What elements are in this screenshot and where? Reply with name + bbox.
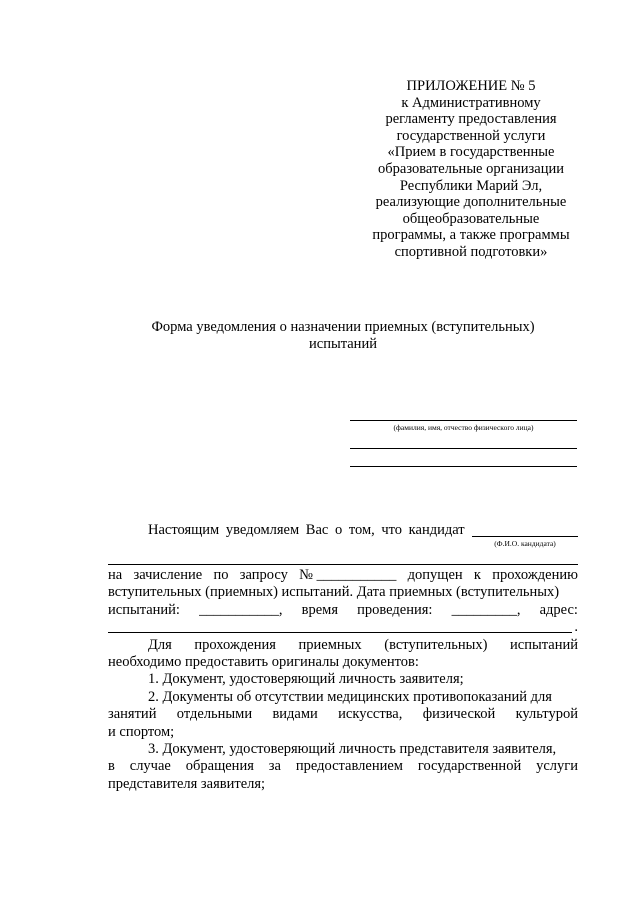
word: испытаний xyxy=(510,636,578,653)
appendix-line: Республики Марий Эл, xyxy=(399,177,543,194)
word: приемных xyxy=(298,636,362,653)
blank-field: ___________ xyxy=(316,567,397,583)
word: зачисление xyxy=(133,567,203,583)
word: искусства, xyxy=(338,706,403,723)
appendix-line: спортивной подготовки» xyxy=(394,243,548,260)
notice-body xyxy=(108,567,578,793)
appendix-line: государственной услуги xyxy=(396,127,546,144)
word: к xyxy=(473,567,481,583)
word: испытаний: xyxy=(108,601,180,618)
word: проведения: xyxy=(357,601,433,618)
word: по xyxy=(213,567,229,583)
word: обращения xyxy=(185,758,254,775)
recipient-name-line xyxy=(350,420,577,421)
word: занятий xyxy=(108,706,157,723)
docs-intro-row xyxy=(108,637,578,654)
word: допущен xyxy=(407,567,463,583)
doc-item-2-cont xyxy=(108,706,578,723)
appendix-line: образовательные организации xyxy=(378,160,564,177)
word: услуги xyxy=(536,758,578,775)
doc-item-3-end: представителя заявителя; xyxy=(108,775,266,792)
word: физической xyxy=(422,706,496,723)
word: Для xyxy=(148,636,172,653)
notice-lead: Настоящим уведомляем Вас о том, что кандидат xyxy=(148,522,465,538)
form-title xyxy=(108,319,578,353)
appendix-line: ПРИЛОЖЕНИЕ № 5 xyxy=(406,78,536,94)
form-title-line: Форма уведомления о назначении приемных (вступительных) xyxy=(151,319,535,335)
word: запросу xyxy=(239,567,288,583)
candidate-name-line-2 xyxy=(108,564,578,565)
address-row xyxy=(108,619,578,636)
word: предоставлением xyxy=(295,758,403,775)
doc-item-3-cont xyxy=(108,758,578,775)
recipient-address-line xyxy=(350,448,577,449)
doc-item-1: 1. Документ, удостоверяющий личность заявителя; xyxy=(148,671,464,688)
word: адрес: xyxy=(539,601,578,618)
appendix-line: к Административному xyxy=(401,94,541,111)
period: . xyxy=(574,619,578,636)
word: прохождения xyxy=(194,636,276,653)
doc-item-3: 3. Документ, удостоверяющий личность представителя заявителя, xyxy=(148,740,557,757)
address-line xyxy=(108,632,572,633)
word: видами xyxy=(272,706,318,723)
doc-item-2-end: и спортом; xyxy=(108,723,175,740)
word: (вступительных) xyxy=(384,636,488,653)
number-sign: № xyxy=(299,567,313,583)
appendix-line: регламенту предоставления xyxy=(385,111,557,128)
word: за xyxy=(268,758,281,775)
word: время xyxy=(301,601,339,618)
docs-intro-row-2: необходимо предоставить оригиналы документов: xyxy=(108,653,419,670)
appendix-header xyxy=(360,78,582,261)
word: в xyxy=(108,758,115,775)
notice-row xyxy=(108,602,578,619)
time-blank: _________, xyxy=(451,601,521,618)
word: случае xyxy=(129,758,171,775)
word: отдельными xyxy=(176,706,253,723)
notice-row xyxy=(108,567,578,584)
form-title-line: испытаний xyxy=(309,336,377,352)
word: прохождению xyxy=(492,567,578,583)
notice-row: вступительных (приемных) испытаний. Дата приемных (вступительных) xyxy=(108,584,560,601)
date-blank: ___________, xyxy=(199,601,283,618)
doc-item-2: 2. Документы об отсутствии медицинских противопоказаний для xyxy=(148,688,552,705)
word: культурой xyxy=(515,706,578,723)
appendix-line: общеобразовательные xyxy=(402,210,540,227)
candidate-caption: (Ф.И.О. кандидата) xyxy=(494,539,556,548)
request-number xyxy=(299,567,396,584)
appendix-line: «Прием в государственные xyxy=(387,144,555,161)
word: государственной xyxy=(417,758,522,775)
appendix-line: программы, а также программы xyxy=(372,227,570,244)
recipient-address-line-2 xyxy=(350,466,577,467)
recipient-caption: (фамилия, имя, отчество физического лица) xyxy=(393,423,534,432)
candidate-name-line xyxy=(472,536,578,537)
word: на xyxy=(108,567,123,583)
appendix-line: реализующие дополнительные xyxy=(375,194,567,211)
